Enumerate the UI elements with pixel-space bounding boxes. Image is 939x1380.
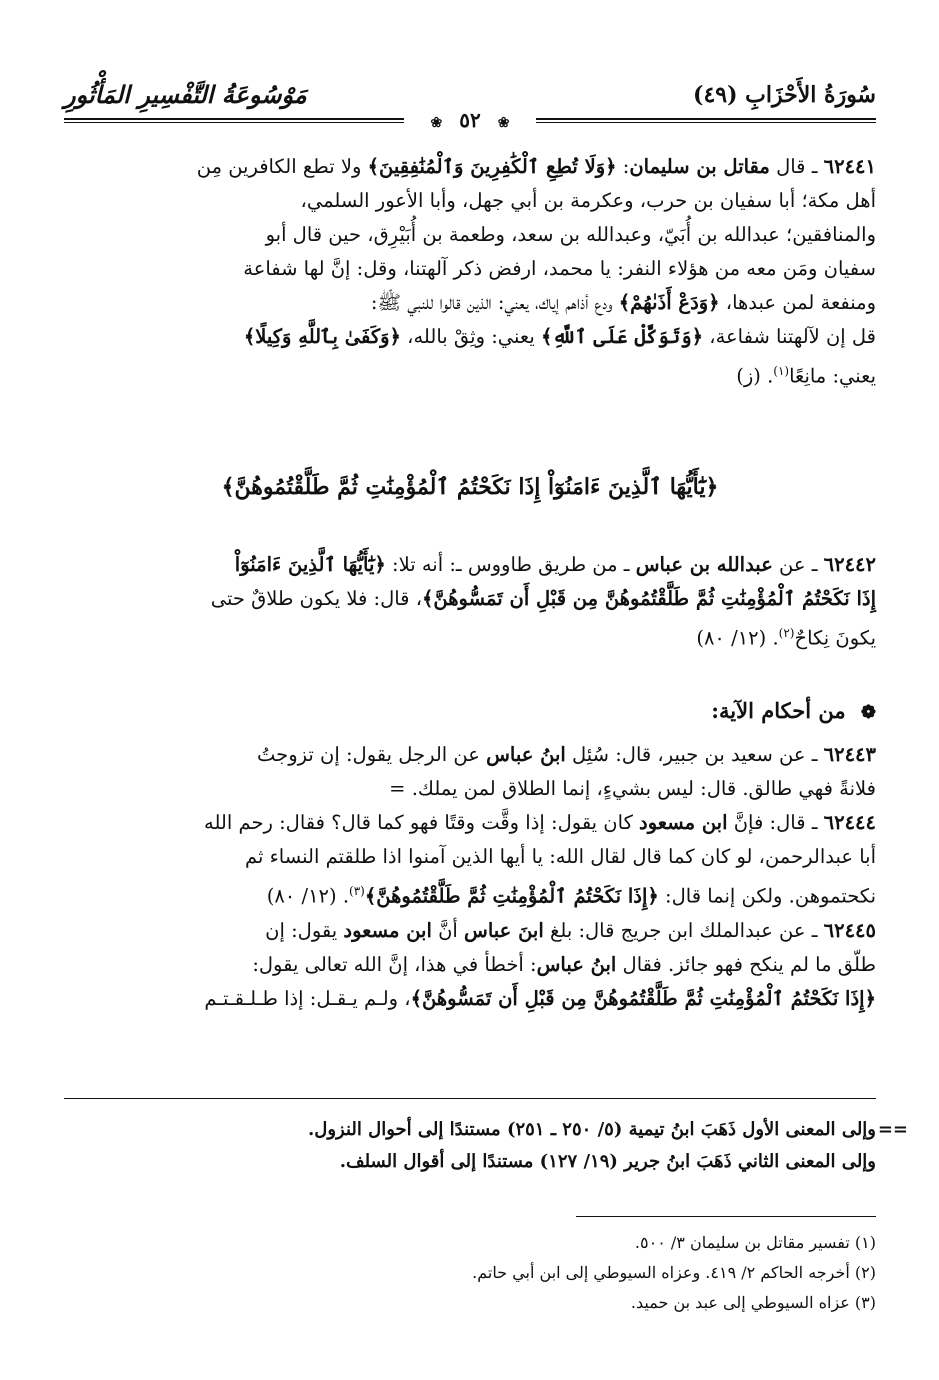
book-title: مَوْسُوعَةُ التَّفْسِيرِ المَأْثُورِ [64,80,307,109]
running-header [64,70,876,132]
text-run: طلّق ما لم ينكح فهو جائز. فقال [616,952,876,976]
footnote-1: (١) تفسير مقاتل بن سليمان ٣/ ٥٠٠. [634,1233,876,1252]
text-run: أهل مكة؛ أبا سفيان بن حرب، وعكرمة بن أبي جهل، وأبا الأعور السلمي، [300,189,876,212]
quran-quote: ﴿وَدَعْ أَذَىٰهُمْ﴾ [618,291,720,314]
text-line [64,772,876,806]
text-line [64,738,876,772]
text-line [64,948,876,982]
surah-title: سُورَةُ الأَحْزَابِ (٤٩) [693,82,876,108]
text-line [64,320,876,354]
text-run: ، قال: فلا يكون طلاقٌ حتى [210,587,422,610]
narration-lines [64,738,876,1016]
text-run: ، ولـم يـقـل: إذا طـلـقـتـم [204,986,411,1010]
ornament-right: ❀ [497,115,510,131]
text-run: . (١٢/ ٨٠) [266,884,350,908]
text-line [64,982,876,1016]
text-run: يقول: إن [265,918,344,942]
narrator-name: ابنُ عباس [536,952,617,976]
text-run: ـ عن سعيد بن جبير، قال: سُئِل [565,743,824,766]
narration-lines [64,150,876,394]
footnote-ref[interactable]: (١) [773,364,790,378]
flower-icon: ❁ [860,702,876,723]
narration-number: ٦٢٤٤٥ [823,918,876,942]
narration-62442 [64,548,876,656]
text-run: أنَّ [431,918,465,942]
text-line [64,252,876,286]
continuation-mark: == [877,1119,908,1140]
quran-quote: ﴿إِذَا نَكَحْتُمُ ٱلْمُؤْمِنَٰتِ ثُمَّ طَلَّقْتُمُوهُنَّ مِن قَبْلِ أَن تَمَسُّوهُنَّ﴾ [410,986,876,1010]
footnote-ref[interactable]: (٣) [349,884,365,898]
text-run: ـ عن عبدالملك ابن جريج قال: بلغ [543,918,824,942]
footnote-separator [64,1098,876,1099]
narration-62441 [64,150,876,394]
narration-number: ٦٢٤٤٢ [823,553,876,576]
text-line [64,582,876,616]
text-run: قل إن لآلهتنا شفاعة، [703,325,876,348]
text-run: سفيان ومَن معه من هؤلاء النفر: يا محمد، ارفض ذكر آلهتنا، وقل: إنَّ لها شفاعة [243,257,876,280]
quran-quote: ﴿وَكَفَىٰ بِٱللَّهِ وَكِيلًا﴾ [243,325,401,348]
footnote-3: (٣) عزاه السيوطي إلى عبد بن حميد. [630,1293,876,1312]
ornament-left: ❀ [430,115,443,131]
narration-number: ٦٢٤٤١ [823,155,876,178]
text-run: فلانةً فهي طالق. قال: ليس بشيءٍ، إنما الطلاق لمن يملك. = [389,777,876,800]
footnote-2: (٢) أخرجه الحاكم ٢/ ٤١٩. وعزاه السيوطي إلى ابن أبي حاتم. [472,1263,876,1282]
text-line [64,914,876,948]
section-heading-text: من أحكام الآية: [711,698,846,723]
narration-number: ٦٢٤٤٤ [823,811,876,834]
text-run: ولا تطع الكافرين مِن [196,155,368,178]
text-run: : [616,155,630,178]
quran-quote: ﴿وَتَوَكَّلْ عَلَى ٱللَّهِ﴾ [540,325,704,348]
narrator-name: ابنُ عباس [486,743,566,766]
narrations-62443-62445 [64,738,876,1016]
text-run: نكحتموهن. ولكن إنما قال: [658,884,876,908]
text-run: والمنافقين؛ عبدالله بن أُبَيّ، وعبدالله بن سعد، وطعمة بن أُبَيْرِق، حين قال أبو [265,223,876,246]
footnote-ref[interactable]: (٢) [778,626,795,640]
text-line [64,286,876,320]
text-run: ـ من طريق طاووس ـ: أنه تلا: [385,553,636,576]
quran-quote: ﴿وَلَا تُطِعِ ٱلْكَٰفِرِينَ وَٱلْمُنَٰفِقِينَ﴾ [367,155,617,178]
page-number: ٥٢ [459,108,481,132]
text-run: : أخطأ في هذا، إنَّ الله تعالى يقول: [252,952,537,976]
quran-quote: ﴿يَٰٓأَيُّهَا ٱلَّذِينَ ءَامَنُوٓاْ [234,553,386,576]
text-run: ومنفعة لمن عبدها، [719,291,876,314]
text-run: ـ عن [772,553,824,576]
narrator-name: ابن مسعود [343,918,432,942]
text-line [64,616,876,656]
book-page [64,0,908,1380]
text-run: يعني: وثِقْ بالله، [400,325,541,348]
narrator-name: عبدالله بن عباس [635,553,773,576]
narrator-name: ابنَ عباس [464,918,544,942]
text-line [64,840,876,874]
page-number-box [404,108,536,132]
text-run: عن الرجل يقول: إن تزوجتُ [257,743,487,766]
footnotes [64,1228,876,1318]
text-line [64,548,876,582]
text-line [64,218,876,252]
commentary-continuation [64,1114,908,1178]
footnote-rule [576,1216,876,1217]
section-heading [711,698,876,723]
text-run: أبا عبدالرحمن، لو كان كما قال لقال الله: يا أيها الذين آمنوا اذا طلقتم النساء ثم [245,845,876,868]
narration-lines [64,548,876,656]
narrator-name: ابن مسعود [639,811,728,834]
narrator-name: مقاتل بن سليمان [629,155,770,178]
text-run: يكونَ نِكاحٌ [794,626,876,650]
text-line [64,806,876,840]
text-run: ـ قال [769,155,824,178]
quran-quote: إِذَا نَكَحْتُمُ ٱلْمُؤْمِنَٰتِ ثُمَّ طَلَّقْتُمُوهُنَّ مِن قَبْلِ أَن تَمَسُّوهُنَّ﴾ [422,587,876,610]
text-run: ودع أذاهم إياك، يعني: الذين قالوا للنبي ﷺ: [370,291,619,314]
text-line [64,150,876,184]
text-run: يعني: مانِعًا [789,364,876,388]
text-line [64,184,876,218]
text-run: ـ قال: فإنَّ [727,811,824,834]
text-line [64,874,876,914]
text-run: كان يقول: إذا وقَّت وقتًا فهو كما قال؟ فقال: رحم الله [204,811,640,834]
commentary-line: وإلى المعنى الثاني ذَهَبَ ابنُ جرير (١٩/ ١٢٧) مستندًا إلى أقوال السلف. [339,1151,876,1172]
commentary-line: وإلى المعنى الأول ذَهَبَ ابنُ تيمية (٥/ ٢٥٠ ـ ٢٥١) مستندًا إلى أحوال النزول. [307,1119,876,1140]
text-run: . (١٢/ ٨٠) [696,626,779,650]
quran-quote: ﴿إِذَا نَكَحْتُمُ ٱلْمُؤْمِنَٰتِ ثُمَّ طَلَّقْتُمُوهُنَّ﴾ [364,884,659,908]
verse-heading: ﴿يَٰٓأَيُّهَا ٱلَّذِينَ ءَامَنُوٓاْ إِذَا نَكَحْتُمُ ٱلْمُؤْمِنَٰتِ ثُمَّ طَلَّقْتُمُوهُنَّ﴾ [221,474,719,500]
narration-number: ٦٢٤٤٣ [823,743,876,766]
text-line [64,354,876,394]
text-run: . (ز) [736,364,774,388]
